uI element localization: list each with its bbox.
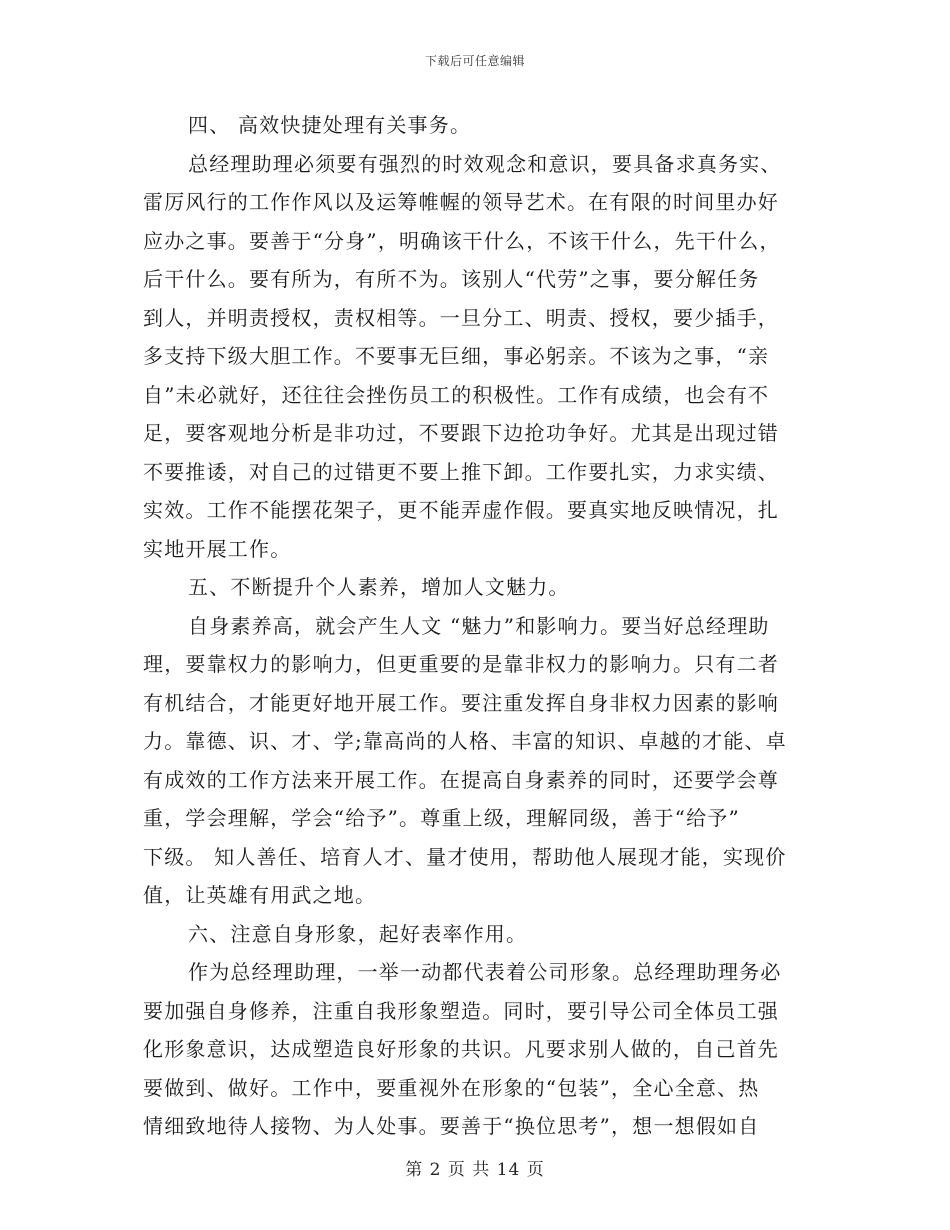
- section-heading-4: 四、 高效快捷处理有关事务。: [188, 113, 472, 137]
- paragraph-line: 有机结合，才能更好地开展工作。要注重发挥自身非权力因素的影响: [143, 690, 779, 715]
- section-heading-5: 五、不断提升个人素养，增加人文魅力。: [188, 575, 570, 599]
- paragraph-line: 作为总经理助理，一举一动都代表着公司形象。总经理助理务必: [188, 960, 782, 984]
- paragraph-line: 要做到、做好。工作中，要重视外在形象的“包装”，全心全意、热: [143, 1075, 760, 1100]
- paragraph-line: 重，学会理解，学会“给予”。尊重上级，理解同级，善于“给予”: [143, 806, 740, 830]
- paragraph-line: 自身素养高，就会产生人文 “魅力”和影响力。要当好总经理助: [188, 613, 770, 638]
- paragraph-line: 情细致地待人接物、为人处事。要善于“换位思考”，想一想假如自: [143, 1114, 760, 1138]
- paragraph-line: 力。靠德、识、才、学;靠高尚的人格、丰富的知识、卓越的才能、卓: [143, 729, 787, 753]
- paragraph-line: 自”未必就好，还往往会挫伤员工的积极性。工作有成绩，也会有不: [143, 382, 770, 407]
- paragraph-line: 实效。工作不能摆花架子，更不能弄虚作假。要真实地反映情况，扎: [143, 498, 779, 522]
- paragraph-line: 足，要客观地分析是非功过，不要跟下边抢功争好。尤其是出现过错: [143, 421, 779, 445]
- page-header: 下载后可任意编辑: [424, 54, 525, 68]
- document-body: [143, 106, 810, 1146]
- paragraph-line: 应办之事。要善于“分身”，明确该干什么，不该干什么，先干什么，: [143, 228, 781, 253]
- paragraph-line: 理，要靠权力的影响力，但更重要的是靠非权力的影响力。只有二者: [143, 652, 779, 676]
- paragraph-line: 实地开展工作。: [143, 536, 292, 561]
- paragraph-line: 化形象意识，达成塑造良好形象的共识。凡要求别人做的，自己首先: [143, 1037, 779, 1061]
- paragraph-line: 雷厉风行的工作作风以及运筹帷幄的领导艺术。在有限的时间里办好: [143, 190, 779, 214]
- paragraph-line: 要加强自身修养，注重自我形象塑造。同时，要引导公司全体员工强: [143, 998, 779, 1023]
- paragraph-line: 下级。 知人善任、培育人才、量才使用，帮助他人展现才能，实现价: [143, 844, 787, 869]
- paragraph-line: 多支持下级大胆工作。不要事无巨细，事必躬亲。不该为之事，“亲: [143, 344, 770, 368]
- paragraph-line: 值，让英雄有用武之地。: [143, 883, 377, 907]
- paragraph-line: 不要推诿，对自己的过错更不要上推下卸。工作要扎实，力求实绩、: [143, 459, 779, 484]
- page-footer: 第 2 页 共 14 页: [405, 1160, 545, 1180]
- paragraph-line: 有成效的工作方法来开展工作。在提高自身素养的同时，还要学会尊: [143, 767, 779, 792]
- paragraph-line: 总经理助理必须要有强烈的时效观念和意识，要具备求真务实、: [188, 151, 782, 176]
- paragraph-line: 后干什么。要有所为，有所不为。该别人“代劳”之事，要分解任务: [143, 267, 760, 291]
- paragraph-line: 到人，并明责授权，责权相等。一旦分工、明责、授权，要少插手，: [143, 305, 779, 330]
- section-heading-6: 六、注意自身形象，起好表率作用。: [188, 921, 528, 946]
